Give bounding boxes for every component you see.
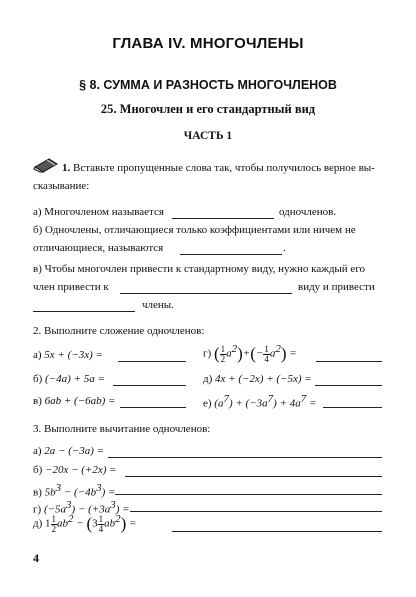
task3-v-answer-line[interactable] xyxy=(115,482,382,495)
task2-g-exp2: 2 xyxy=(275,343,281,355)
task3-v xyxy=(33,482,115,499)
task2-g-exp1: 2 xyxy=(231,343,238,355)
task2-v-expr: 6ab + (−6ab) = xyxy=(44,395,116,407)
task1-c-answer-line1[interactable] xyxy=(120,281,292,294)
task2-g xyxy=(203,343,297,364)
task3-d-answer-line[interactable] xyxy=(172,519,382,532)
task1-c-line3-end: члены. xyxy=(142,299,174,311)
task3-d-eq: = xyxy=(129,517,137,530)
task3-v-start: 5b xyxy=(44,486,56,499)
task3-g-end: ) = xyxy=(115,503,130,516)
task2-g-paren-close-1: ) xyxy=(237,344,243,364)
task1-a-answer-line[interactable] xyxy=(172,206,274,219)
task3-d-whole2: 3 xyxy=(92,517,98,530)
task3-v-exp1: 3 xyxy=(55,482,62,494)
task3-v-mid: − (−4b xyxy=(61,486,97,499)
task1-c-line1: в) Чтобы многочлен привести к стандартному виду, нужно каждый его xyxy=(33,263,366,275)
task2-g-paren-close-2: ) xyxy=(280,344,287,364)
task2-a-expr: 5x + (−3x) = xyxy=(44,349,103,361)
task3-d-var2: ab xyxy=(104,517,116,530)
task1-a-before: а) Многочленом называется xyxy=(33,206,164,218)
task3-d-whole1: 1 xyxy=(45,517,51,530)
task2-e-exp3: 7 xyxy=(300,393,307,405)
task3-d xyxy=(33,513,136,534)
task2-a xyxy=(33,349,103,361)
task3-g-label: г) xyxy=(33,503,44,516)
task3-g-mid: ) − (+3a xyxy=(71,503,111,516)
task2-e-start: (a xyxy=(214,397,224,410)
task1-b-answer-line[interactable] xyxy=(180,242,282,255)
task3-g-exp2: 3 xyxy=(110,499,116,511)
task2-g-eq: = xyxy=(289,347,297,360)
task3-d-minus: − xyxy=(76,517,84,530)
task1-c-answer-line2[interactable] xyxy=(33,299,135,312)
task3-v-exp2: 3 xyxy=(96,482,102,494)
task2-g-frac2-den: 4 xyxy=(264,353,269,364)
task3-g-answer-line[interactable] xyxy=(130,499,382,512)
task1-b-line1: б) Одночлены, отличающиеся только коэффициентами или ничем не xyxy=(33,224,356,236)
task2-e-exp2: 7 xyxy=(267,393,274,405)
task2-b-answer-line[interactable] xyxy=(113,373,186,386)
task2-e xyxy=(203,393,316,410)
task2-b-label: б) xyxy=(33,373,46,385)
chapter-title: ГЛАВА IV. МНОГОЧЛЕНЫ xyxy=(112,35,304,52)
task3-d-frac1-den: 2 xyxy=(51,523,57,534)
task2-d-label: д) xyxy=(203,373,216,385)
task2-e-mid: ) + (−3a xyxy=(228,397,268,410)
task3-d-exp1: 2 xyxy=(68,513,74,525)
task2-g-var1: a xyxy=(226,347,232,360)
task2-v xyxy=(33,395,115,407)
task2-a-label: а) xyxy=(33,349,45,361)
task2-g-var2: a xyxy=(269,347,276,360)
task2-a-answer-line[interactable] xyxy=(118,349,186,362)
task3-b-answer-line[interactable] xyxy=(125,464,382,477)
task2-g-label: г) xyxy=(203,347,214,360)
pencil-eraser-icon xyxy=(33,157,59,173)
subsection-title: 25. Многочлен и его стандартный вид xyxy=(100,102,316,116)
page-number: 4 xyxy=(33,551,39,565)
task3-d-exp2: 2 xyxy=(115,513,121,525)
task3-d-var1: ab xyxy=(57,517,69,530)
task2-g-paren-open-2: ( xyxy=(250,344,256,364)
task2-g-frac1-den: 2 xyxy=(220,353,226,364)
task3-a-answer-line[interactable] xyxy=(108,445,382,458)
task3-v-label: в) xyxy=(33,486,45,499)
task2-e-exp1: 7 xyxy=(223,393,229,405)
task3-g-start: (−5a xyxy=(43,503,67,516)
task2-b xyxy=(33,373,105,385)
task2-e-label: е) xyxy=(203,397,215,410)
task2-d-answer-line[interactable] xyxy=(315,373,382,386)
task2-g-answer-line[interactable] xyxy=(316,349,382,362)
task1-instruction-line1: Вставьте пропущенные слова так, чтобы получилось верное вы- xyxy=(73,162,375,174)
task1-b-line2: отличающиеся, называются xyxy=(33,242,164,254)
task3-a xyxy=(33,445,104,457)
task3-a-expr: 2a − (−3a) = xyxy=(44,445,105,457)
task2-e-mid2: ) + 4a xyxy=(273,397,301,410)
task1-instruction-line2: сказывание: xyxy=(33,180,90,192)
task1-b-end: . xyxy=(283,242,286,254)
task1-c-line2-mid: виду и привести xyxy=(298,281,375,293)
task3-b xyxy=(33,464,117,476)
task3-b-label: б) xyxy=(33,464,46,476)
task3-a-label: а) xyxy=(33,445,45,457)
part-title: ЧАСТЬ 1 xyxy=(183,130,233,142)
task3-d-frac2-den: 4 xyxy=(98,523,104,534)
task3-d-frac1-num: 1 xyxy=(51,513,57,524)
task2-d-expr: 4x + (−2x) + (−5x) = xyxy=(215,373,312,385)
task3-v-end: ) = xyxy=(101,486,116,499)
task2-g-paren-open-1: ( xyxy=(213,344,220,364)
task3-title: 3. Выполните вычитание одночленов: xyxy=(33,423,211,435)
task2-v-label: в) xyxy=(33,395,45,407)
task2-g-frac1-num: 1 xyxy=(220,343,226,354)
task2-e-answer-line[interactable] xyxy=(323,395,382,408)
task1-number: 1. xyxy=(62,162,71,174)
task3-d-paren-open: ( xyxy=(86,514,93,534)
task2-g-frac2-num: 1 xyxy=(264,343,269,354)
task3-d-label: д) xyxy=(33,517,46,530)
task3-b-expr: −20x − (+2x) = xyxy=(45,464,117,476)
task2-d xyxy=(203,373,312,385)
task2-g-minus: − xyxy=(255,347,264,360)
section-title: § 8. СУММА И РАЗНОСТЬ МНОГОЧЛЕНОВ xyxy=(79,78,337,92)
task2-e-end: = xyxy=(306,397,317,410)
task3-d-frac2-num: 1 xyxy=(98,513,104,524)
task2-v-answer-line[interactable] xyxy=(120,395,186,408)
task2-title: 2. Выполните сложение одночленов: xyxy=(33,325,205,337)
task2-g-plus: + xyxy=(242,347,251,360)
task1-instruction xyxy=(62,162,375,174)
task1-c-line2-start: член привести к xyxy=(33,281,109,293)
task2-b-expr: (−4a) + 5a = xyxy=(45,373,105,385)
task1-a-after: одночленов. xyxy=(279,206,337,218)
task3-d-paren-close: ) xyxy=(120,514,127,534)
task3-g-exp1: 3 xyxy=(66,499,72,511)
